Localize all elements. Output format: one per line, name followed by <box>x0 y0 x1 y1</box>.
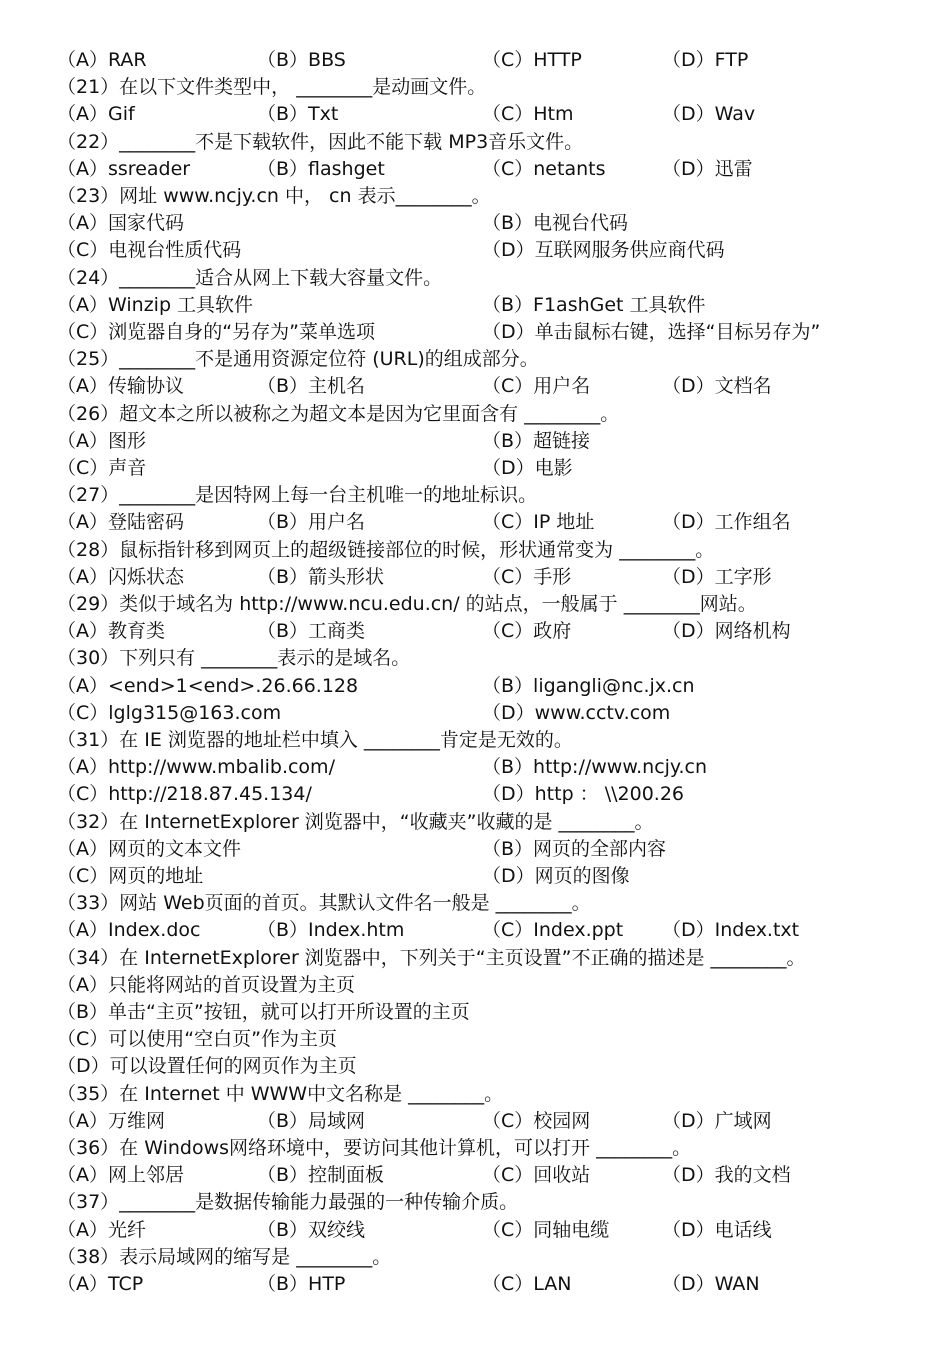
option-c: （C）回收站 <box>482 1164 591 1187</box>
option-d: （D）www.cctv.com <box>482 701 671 724</box>
question-line <box>57 1026 337 1053</box>
option-b: （B）网页的全部内容 <box>482 837 667 860</box>
option-c: （C）用户名 <box>482 375 591 398</box>
option-a: （A）http://www.mbalib.com/ <box>57 756 335 779</box>
question-line <box>57 890 591 917</box>
option-b: （B）电视台代码 <box>482 212 629 235</box>
option-c: （C）电视台性质代码 <box>57 239 242 262</box>
option-d: （D）电影 <box>482 457 573 479</box>
option-b: （B）超链接 <box>482 429 591 452</box>
question-line <box>57 727 573 754</box>
question-text: （D）可以设置任何的网页作为主页 <box>57 1055 357 1078</box>
option-b: （B）Index.htm <box>257 919 405 942</box>
option-c: （C）浏览器自身的“另存为”菜单选项 <box>57 321 375 343</box>
question-text: （33）网站 Web页面的首页。其默认文件名一般是 ________。 <box>57 892 591 915</box>
option-c: （C）声音 <box>57 457 147 479</box>
question-text: （38）表示局域网的缩写是 ________。 <box>57 1245 392 1268</box>
option-b: （B）Txt <box>257 103 339 126</box>
question-line <box>57 1135 691 1162</box>
question-text: （21）在以下文件类型中， ________是动画文件。 <box>57 76 487 99</box>
option-b: （B）F1ashGet 工具软件 <box>482 293 706 316</box>
option-c: （C）校园网 <box>482 1109 591 1132</box>
option-a: （A）Index.doc <box>57 919 201 942</box>
option-a: （A）Gif <box>57 103 135 126</box>
option-c: （C）同轴电缆 <box>482 1218 610 1241</box>
option-d: （D）网络机构 <box>662 620 791 643</box>
option-b: （B）flashget <box>257 157 385 180</box>
question-text: （37）________是数据传输能力最强的一种传输介质。 <box>57 1191 519 1214</box>
option-d: （D）迅雷 <box>662 157 753 180</box>
question-text: （29）类似于域名为 http://www.ncu.edu.cn/ 的站点，一般属于 ________网站。 <box>57 593 757 615</box>
question-text: （25）________不是通用资源定位符 (URL)的组成部分。 <box>57 348 539 371</box>
option-d: （D）文档名 <box>662 375 772 398</box>
question-line <box>57 1053 357 1080</box>
option-c: （C）政府 <box>482 620 572 643</box>
option-b: （B）箭头形状 <box>257 565 385 588</box>
option-d: （D）WAN <box>662 1273 760 1295</box>
option-b: （B）BBS <box>257 49 346 71</box>
option-a: （A）教育类 <box>57 620 165 643</box>
question-text: （35）在 Internet 中 WWW中文名称是 ________。 <box>57 1082 504 1105</box>
option-d: （D）工字形 <box>662 565 772 588</box>
option-a: （A）国家代码 <box>57 212 184 235</box>
option-d: （D）工作组名 <box>662 511 791 534</box>
question-text: （30）下列只有 ________表示的是域名。 <box>57 647 411 670</box>
question-line <box>57 129 583 156</box>
option-b: （B）http://www.ncjy.cn <box>482 756 707 779</box>
question-line <box>57 945 806 972</box>
question-text: （27）________是因特网上每一台主机唯一的地址标识。 <box>57 484 538 507</box>
option-a: （A）网上邻居 <box>57 1164 184 1187</box>
option-c: （C）IP 地址 <box>482 511 595 534</box>
option-b: （B）双绞线 <box>257 1218 366 1241</box>
question-line <box>57 401 619 428</box>
question-line <box>57 183 491 210</box>
question-line <box>57 591 757 618</box>
option-b: （B）控制面板 <box>257 1164 385 1187</box>
question-text: （26）超文本之所以被称之为超文本是因为它里面含有 ________。 <box>57 402 620 425</box>
question-line <box>57 1189 518 1216</box>
option-d: （D）互联网服务供应商代码 <box>482 239 725 262</box>
question-text: （B）单击“主页”按钮，就可以打开所设置的主页 <box>57 1001 470 1023</box>
option-d: （D）电话线 <box>662 1218 772 1241</box>
option-b: （B）工商类 <box>257 620 366 643</box>
option-b: （B）ligangli@nc.jx.cn <box>482 674 695 697</box>
option-a: （A）RAR <box>57 49 147 71</box>
option-a: （A）<end>1<end>.26.66.128 <box>57 674 359 697</box>
question-line <box>57 346 539 373</box>
question-line <box>57 809 654 836</box>
option-a: （A）传输协议 <box>57 375 184 398</box>
option-a: （A）登陆密码 <box>57 511 184 534</box>
option-c: （C）netants <box>482 157 606 180</box>
option-b: （B）局域网 <box>257 1109 366 1132</box>
question-line <box>57 482 537 509</box>
option-c: （C）Htm <box>482 103 574 126</box>
option-d: （D）FTP <box>662 49 749 71</box>
option-c: （C）LAN <box>482 1273 572 1295</box>
option-d: （D）Index.txt <box>662 919 800 942</box>
question-line <box>57 1244 391 1271</box>
question-line <box>57 972 355 999</box>
question-line <box>57 645 410 672</box>
option-d: （D）网页的图像 <box>482 865 630 887</box>
option-d: （D）Wav <box>662 103 756 126</box>
question-text: （23）网址 www.ncjy.cn 中， cn 表示________。 <box>57 185 491 207</box>
option-b: （B）主机名 <box>257 375 366 398</box>
question-text: （36）在 Windows网络环境中，要访问其他计算机，可以打开 ________。 <box>57 1137 692 1159</box>
question-text: （C）可以使用“空白页”作为主页 <box>57 1028 337 1051</box>
question-line <box>57 74 486 101</box>
question-text: （31）在 IE 浏览器的地址栏中填入 ________肯定是无效的。 <box>57 729 573 751</box>
option-a: （A）Winzip 工具软件 <box>57 293 254 316</box>
option-c: （C）Index.ppt <box>482 919 624 942</box>
option-c: （C）网页的地址 <box>57 865 204 887</box>
option-a: （A）图形 <box>57 429 146 452</box>
option-c: （C）手形 <box>482 565 572 588</box>
option-d: （D）我的文档 <box>662 1164 791 1187</box>
option-d: （D）广域网 <box>662 1109 772 1132</box>
question-text: （34）在 InternetExplorer 浏览器中，下列关于“主页设置”不正确的描述是 ________。 <box>57 946 806 969</box>
question-text: （28）鼠标指针移到网页上的超级链接部位的时候，形状通常变为 ________。 <box>57 538 715 561</box>
question-line <box>57 537 714 564</box>
option-d: （D）http ： \\200.26 <box>482 783 684 806</box>
option-a: （A）ssreader <box>57 157 191 180</box>
option-c: （C）HTTP <box>482 49 582 71</box>
option-c: （C）lglg315@163.com <box>57 701 282 724</box>
option-c: （C）http://218.87.45.134/ <box>57 783 312 806</box>
question-text: （22）________不是下载软件，因此不能下载 MP3音乐文件。 <box>57 130 584 153</box>
question-line <box>57 265 442 292</box>
question-text: （32）在 InternetExplorer 浏览器中，“收藏夹”收藏的是 ________。 <box>57 810 654 833</box>
option-a: （A）网页的文本文件 <box>57 837 241 860</box>
option-a: （A）TCP <box>57 1273 144 1295</box>
question-line <box>57 999 470 1026</box>
question-line <box>57 1081 503 1108</box>
option-b: （B）用户名 <box>257 511 366 534</box>
option-a: （A）光纤 <box>57 1218 146 1241</box>
question-text: （24）________适合从网上下载大容量文件。 <box>57 266 443 289</box>
option-d: （D）单击鼠标右键，选择“目标另存为” <box>482 321 821 343</box>
option-a: （A）闪烁状态 <box>57 565 184 588</box>
option-a: （A）万维网 <box>57 1109 165 1132</box>
option-b: （B）HTP <box>257 1273 346 1295</box>
question-text: （A）只能将网站的首页设置为主页 <box>57 973 355 996</box>
